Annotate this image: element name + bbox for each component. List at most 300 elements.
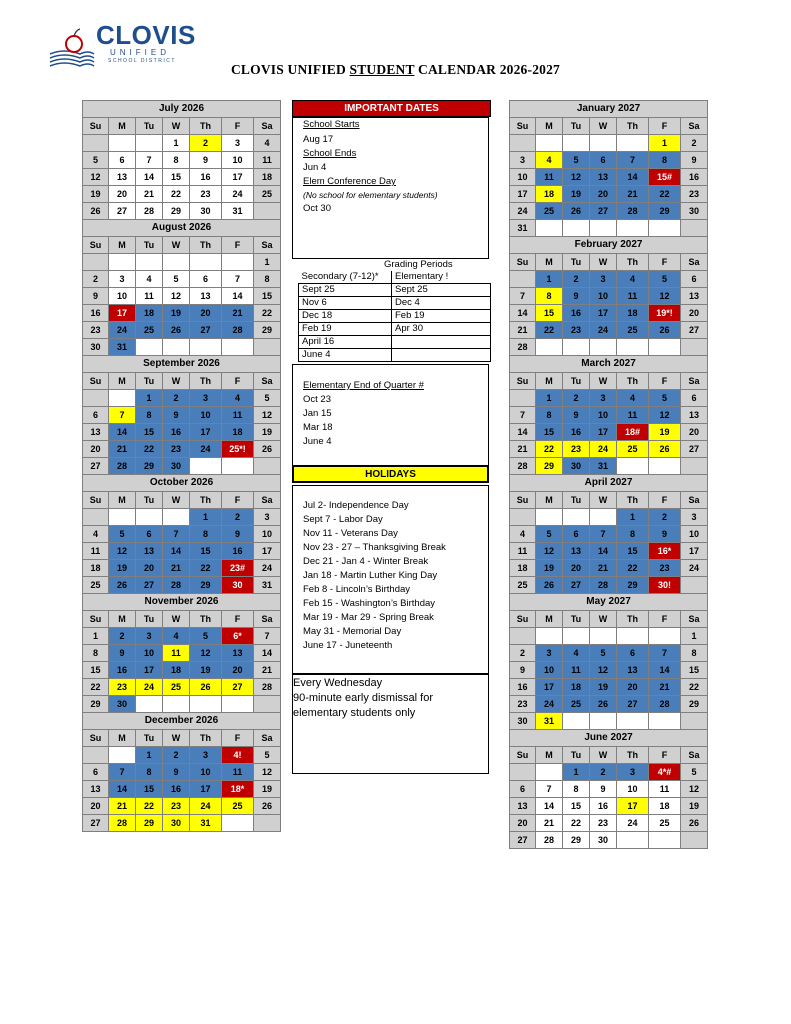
day-cell: 27 <box>109 203 136 220</box>
weekday-label: F <box>222 118 254 135</box>
week-row <box>83 543 281 560</box>
day-cell: 6* <box>222 628 254 645</box>
weekday-label: Su <box>83 492 109 509</box>
weekday-label: Su <box>83 237 109 254</box>
day-cell <box>83 254 109 271</box>
day-cell: 3 <box>510 152 536 169</box>
weekday-label: F <box>222 373 254 390</box>
day-cell: 8 <box>649 152 681 169</box>
weekday-label: Tu <box>136 118 163 135</box>
day-cell: 1 <box>563 764 590 781</box>
weekday-label: Sa <box>681 492 708 509</box>
day-cell: 16 <box>681 169 708 186</box>
day-cell <box>190 254 222 271</box>
month-header-row <box>83 356 281 373</box>
logo-name: CLOVIS <box>96 20 196 50</box>
day-cell: 3 <box>254 509 281 526</box>
day-cell: 29 <box>190 577 222 594</box>
month-title: December 2026 <box>83 713 281 730</box>
day-cell: 27 <box>590 203 617 220</box>
weekday-label: M <box>536 118 563 135</box>
day-cell: 29 <box>83 696 109 713</box>
weekday-label: Tu <box>563 254 590 271</box>
elem-conference-label: Elem Conference Day <box>303 176 396 187</box>
day-cell <box>83 135 109 152</box>
day-cell: 13 <box>190 288 222 305</box>
holiday-item: Nov 23 - 27 – Thanksgiving Break <box>303 542 446 553</box>
day-cell <box>109 747 136 764</box>
day-cell: 2 <box>163 390 190 407</box>
day-cell <box>649 713 681 730</box>
weekday-label: Tu <box>563 118 590 135</box>
day-cell: 8 <box>563 781 590 798</box>
day-cell: 19*! <box>649 305 681 322</box>
week-row <box>83 186 281 203</box>
weekday-label: Su <box>510 747 536 764</box>
day-cell <box>510 390 536 407</box>
day-cell: 5 <box>254 747 281 764</box>
holidays-header <box>292 465 489 483</box>
weekday-label: F <box>649 747 681 764</box>
day-cell: 5 <box>190 628 222 645</box>
day-cell: 29 <box>136 458 163 475</box>
day-cell: 1 <box>536 271 563 288</box>
week-row <box>510 186 708 203</box>
weekday-label: F <box>649 373 681 390</box>
weekday-label: M <box>536 747 563 764</box>
note-line-3: elementary students only <box>293 707 416 719</box>
day-cell <box>136 339 163 356</box>
day-cell: 7 <box>649 645 681 662</box>
day-cell: 12 <box>190 645 222 662</box>
weekday-label: Sa <box>681 118 708 135</box>
day-cell <box>536 220 563 237</box>
week-row <box>83 169 281 186</box>
day-cell: 17 <box>109 305 136 322</box>
day-cell: 28 <box>136 203 163 220</box>
day-cell <box>649 458 681 475</box>
day-cell: 30 <box>163 458 190 475</box>
day-cell: 18* <box>222 781 254 798</box>
day-cell: 14 <box>254 645 281 662</box>
week-row <box>510 696 708 713</box>
day-cell: 16 <box>510 679 536 696</box>
day-cell: 15 <box>681 662 708 679</box>
week-row <box>83 679 281 696</box>
week-row <box>510 781 708 798</box>
elementary-date: Apr 30 <box>392 323 491 336</box>
day-cell: 28 <box>109 458 136 475</box>
day-cell: 8 <box>681 645 708 662</box>
day-cell: 14 <box>510 305 536 322</box>
weekday-label: Su <box>510 373 536 390</box>
day-cell <box>510 271 536 288</box>
day-cell: 26 <box>681 815 708 832</box>
day-cell: 11 <box>563 662 590 679</box>
day-cell: 6 <box>83 764 109 781</box>
week-row <box>510 339 708 356</box>
day-cell <box>681 713 708 730</box>
day-cell: 30 <box>190 203 222 220</box>
holiday-item: Feb 15 - Washington’s Birthday <box>303 598 436 609</box>
day-cell: 22 <box>190 560 222 577</box>
weekday-label: W <box>590 492 617 509</box>
week-row <box>510 764 708 781</box>
day-cell <box>83 390 109 407</box>
quarter-date: Oct 23 <box>303 394 331 405</box>
weekday-label: M <box>109 611 136 628</box>
day-cell: 5 <box>563 152 590 169</box>
right-calendar-column <box>509 100 708 849</box>
day-cell: 13 <box>590 169 617 186</box>
important-dates-header <box>292 100 491 117</box>
weekday-row <box>83 730 281 747</box>
day-cell: 13 <box>109 169 136 186</box>
day-cell: 17 <box>254 543 281 560</box>
day-cell: 11 <box>536 169 563 186</box>
day-cell: 4 <box>536 152 563 169</box>
day-cell: 16* <box>649 543 681 560</box>
day-cell: 10 <box>254 526 281 543</box>
week-row <box>510 509 708 526</box>
day-cell: 2 <box>563 271 590 288</box>
weekday-label: Sa <box>681 254 708 271</box>
month-title: September 2026 <box>83 356 281 373</box>
day-cell <box>563 509 590 526</box>
week-row <box>510 543 708 560</box>
day-cell: 30! <box>649 577 681 594</box>
holidays-title: HOLIDAYS <box>365 469 416 480</box>
week-row <box>83 560 281 577</box>
day-cell: 28 <box>590 577 617 594</box>
weekday-label: W <box>590 747 617 764</box>
week-row <box>83 288 281 305</box>
day-cell: 21 <box>222 305 254 322</box>
day-cell: 11 <box>222 407 254 424</box>
weekday-label: M <box>536 373 563 390</box>
day-cell: 19 <box>649 424 681 441</box>
week-row <box>510 679 708 696</box>
day-cell: 1 <box>536 390 563 407</box>
week-row <box>83 781 281 798</box>
grading-row <box>299 349 491 362</box>
day-cell: 7 <box>590 526 617 543</box>
day-cell <box>681 577 708 594</box>
grading-periods-table <box>298 271 491 362</box>
weekday-row <box>510 254 708 271</box>
day-cell: 17 <box>590 305 617 322</box>
day-cell: 31 <box>254 577 281 594</box>
day-cell: 8 <box>536 407 563 424</box>
weekday-label: Th <box>190 373 222 390</box>
day-cell: 23 <box>563 441 590 458</box>
weekday-label: Su <box>510 254 536 271</box>
day-cell: 28 <box>163 577 190 594</box>
grading-row <box>299 323 491 336</box>
day-cell: 9 <box>563 288 590 305</box>
day-cell: 23 <box>649 560 681 577</box>
day-cell: 10 <box>190 764 222 781</box>
day-cell: 11 <box>617 407 649 424</box>
day-cell: 12 <box>563 169 590 186</box>
weekday-row <box>83 373 281 390</box>
weekday-label: M <box>536 611 563 628</box>
day-cell <box>563 339 590 356</box>
day-cell: 11 <box>83 543 109 560</box>
day-cell: 7 <box>254 628 281 645</box>
elem-conference-date: Oct 30 <box>303 203 331 214</box>
note-line-2: 90-minute early dismissal for <box>293 692 433 704</box>
day-cell <box>163 696 190 713</box>
weekday-label: Su <box>510 118 536 135</box>
week-row <box>510 526 708 543</box>
week-row <box>83 458 281 475</box>
day-cell: 27 <box>681 322 708 339</box>
day-cell: 18 <box>649 798 681 815</box>
day-cell <box>163 509 190 526</box>
day-cell: 24 <box>109 322 136 339</box>
day-cell: 30 <box>681 203 708 220</box>
day-cell: 31 <box>590 458 617 475</box>
day-cell: 17 <box>136 662 163 679</box>
day-cell: 8 <box>190 526 222 543</box>
day-cell: 18 <box>510 560 536 577</box>
day-cell: 27 <box>136 577 163 594</box>
weekday-label: W <box>590 611 617 628</box>
day-cell: 4 <box>222 390 254 407</box>
day-cell <box>563 628 590 645</box>
week-row <box>83 152 281 169</box>
day-cell: 4 <box>163 628 190 645</box>
school-starts-date: Aug 17 <box>303 134 334 145</box>
weekday-label: Tu <box>136 492 163 509</box>
weekday-label: M <box>109 237 136 254</box>
day-cell: 24 <box>536 696 563 713</box>
day-cell: 27 <box>222 679 254 696</box>
week-row <box>510 424 708 441</box>
weekday-row <box>83 118 281 135</box>
day-cell: 23 <box>83 322 109 339</box>
day-cell: 2 <box>190 135 222 152</box>
day-cell: 6 <box>563 526 590 543</box>
elementary-header: Elementary ! <box>392 271 491 284</box>
grading-row <box>299 336 491 349</box>
day-cell <box>563 220 590 237</box>
weekday-row <box>510 118 708 135</box>
day-cell <box>109 509 136 526</box>
day-cell: 2 <box>681 135 708 152</box>
weekday-label: Th <box>617 373 649 390</box>
day-cell: 20 <box>109 186 136 203</box>
day-cell: 26 <box>536 577 563 594</box>
day-cell: 17 <box>536 679 563 696</box>
day-cell: 29 <box>617 577 649 594</box>
month-title: March 2027 <box>510 356 708 373</box>
day-cell: 4 <box>83 526 109 543</box>
month-title: July 2026 <box>83 101 281 118</box>
day-cell: 18 <box>83 560 109 577</box>
weekday-label: Su <box>510 611 536 628</box>
weekday-label: Th <box>190 611 222 628</box>
day-cell: 19 <box>163 305 190 322</box>
day-cell: 22 <box>617 560 649 577</box>
week-row <box>510 390 708 407</box>
day-cell: 25 <box>617 441 649 458</box>
week-row <box>83 390 281 407</box>
day-cell <box>136 135 163 152</box>
day-cell: 9 <box>563 407 590 424</box>
day-cell: 6 <box>83 407 109 424</box>
day-cell: 16 <box>163 781 190 798</box>
day-cell: 25 <box>222 798 254 815</box>
quarter-title: Elementary End of Quarter # <box>303 380 424 391</box>
day-cell: 12 <box>254 764 281 781</box>
day-cell: 12 <box>649 407 681 424</box>
grading-row <box>299 284 491 297</box>
day-cell: 20 <box>190 305 222 322</box>
day-cell: 12 <box>83 169 109 186</box>
weekday-label: M <box>536 492 563 509</box>
day-cell: 6 <box>681 271 708 288</box>
day-cell <box>163 339 190 356</box>
day-cell: 3 <box>536 645 563 662</box>
day-cell: 17 <box>190 781 222 798</box>
quarter-date: June 4 <box>303 436 332 447</box>
day-cell: 5 <box>536 526 563 543</box>
weekday-label: M <box>109 492 136 509</box>
day-cell: 1 <box>83 628 109 645</box>
week-row <box>510 662 708 679</box>
weekday-row <box>83 492 281 509</box>
day-cell: 21 <box>590 560 617 577</box>
day-cell: 26 <box>649 441 681 458</box>
day-cell: 14 <box>649 662 681 679</box>
title-pre: CLOVIS UNIFIED <box>230 62 350 77</box>
day-cell: 14 <box>590 543 617 560</box>
month-header-row <box>510 237 708 254</box>
weekday-label: Sa <box>681 747 708 764</box>
day-cell: 17 <box>590 424 617 441</box>
weekday-label: W <box>163 730 190 747</box>
day-cell: 21 <box>649 679 681 696</box>
week-row <box>83 424 281 441</box>
day-cell <box>536 764 563 781</box>
day-cell <box>190 458 222 475</box>
weekday-label: W <box>163 611 190 628</box>
month-header-row <box>83 101 281 118</box>
weekday-label: W <box>590 373 617 390</box>
day-cell: 7 <box>109 407 136 424</box>
day-cell: 19 <box>254 781 281 798</box>
day-cell <box>617 220 649 237</box>
weekday-label: Tu <box>563 373 590 390</box>
day-cell: 7 <box>536 781 563 798</box>
week-row <box>510 458 708 475</box>
day-cell: 7 <box>510 407 536 424</box>
day-cell <box>536 509 563 526</box>
important-dates-title: IMPORTANT DATES <box>344 103 439 114</box>
day-cell: 30 <box>510 713 536 730</box>
day-cell <box>510 509 536 526</box>
day-cell: 14 <box>617 169 649 186</box>
weekday-label: Sa <box>254 373 281 390</box>
day-cell: 26 <box>254 798 281 815</box>
week-row <box>510 271 708 288</box>
week-row <box>510 407 708 424</box>
day-cell: 8 <box>617 526 649 543</box>
day-cell <box>590 220 617 237</box>
day-cell: 14 <box>536 798 563 815</box>
day-cell: 8 <box>163 152 190 169</box>
day-cell: 20 <box>222 662 254 679</box>
day-cell: 27 <box>681 441 708 458</box>
weekday-label: Sa <box>254 730 281 747</box>
day-cell: 3 <box>136 628 163 645</box>
weekday-label: Tu <box>136 373 163 390</box>
day-cell: 28 <box>109 815 136 832</box>
day-cell: 18 <box>163 662 190 679</box>
month-title: January 2027 <box>510 101 708 118</box>
day-cell: 10 <box>222 152 254 169</box>
day-cell: 5 <box>83 152 109 169</box>
holiday-item: Feb 8 - Lincoln’s Birthday <box>303 584 411 595</box>
day-cell <box>222 696 254 713</box>
day-cell: 23# <box>222 560 254 577</box>
weekday-label: Su <box>83 118 109 135</box>
day-cell <box>136 254 163 271</box>
day-cell: 11 <box>649 781 681 798</box>
week-row <box>510 798 708 815</box>
day-cell: 7 <box>109 764 136 781</box>
week-row <box>83 815 281 832</box>
day-cell: 22 <box>136 441 163 458</box>
day-cell: 4 <box>254 135 281 152</box>
day-cell: 28 <box>510 458 536 475</box>
logo-sub: UNIFIED <box>110 48 170 57</box>
day-cell <box>536 339 563 356</box>
day-cell: 30 <box>83 339 109 356</box>
day-cell <box>222 339 254 356</box>
day-cell: 24 <box>190 798 222 815</box>
school-starts-label: School Starts <box>303 119 360 130</box>
week-row <box>510 152 708 169</box>
week-row <box>510 322 708 339</box>
day-cell: 15 <box>136 424 163 441</box>
day-cell: 3 <box>190 747 222 764</box>
day-cell <box>681 832 708 849</box>
day-cell: 2 <box>590 764 617 781</box>
day-cell: 10 <box>681 526 708 543</box>
day-cell: 11 <box>136 288 163 305</box>
day-cell: 31 <box>190 815 222 832</box>
day-cell: 12 <box>163 288 190 305</box>
weekday-label: Th <box>617 492 649 509</box>
weekday-label: Tu <box>563 611 590 628</box>
note-line-1: Every Wednesday <box>293 677 383 689</box>
day-cell: 6 <box>190 271 222 288</box>
grading-row <box>299 297 491 310</box>
day-cell: 2 <box>83 271 109 288</box>
day-cell: 11 <box>222 764 254 781</box>
day-cell: 6 <box>510 781 536 798</box>
day-cell: 22 <box>536 322 563 339</box>
day-cell <box>617 339 649 356</box>
day-cell: 9 <box>163 764 190 781</box>
month-title: May 2027 <box>510 594 708 611</box>
day-cell <box>681 458 708 475</box>
holiday-item: Jan 18 - Martin Luther King Day <box>303 570 438 581</box>
day-cell: 12 <box>681 781 708 798</box>
